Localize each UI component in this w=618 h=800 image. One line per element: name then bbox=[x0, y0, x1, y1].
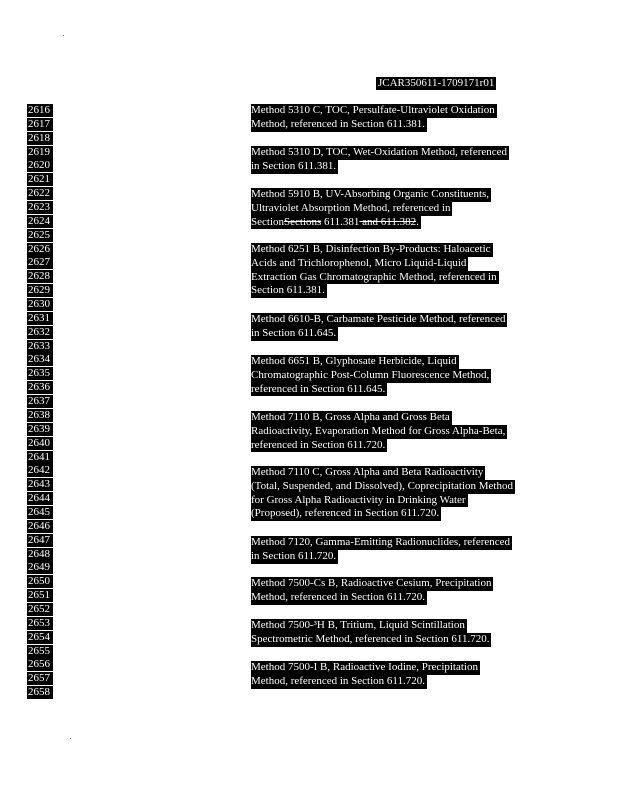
line-number: 2635 bbox=[27, 367, 53, 380]
method-entry-6610b bbox=[251, 313, 507, 341]
unchanged-text: 611.381 bbox=[321, 215, 360, 228]
line-number: 2634 bbox=[27, 353, 53, 366]
line-number: 2622 bbox=[27, 187, 53, 200]
line-number: 2624 bbox=[27, 215, 53, 228]
line-number: 2629 bbox=[27, 284, 53, 297]
line-number: 2638 bbox=[27, 409, 53, 422]
line-number: 2628 bbox=[27, 270, 53, 283]
line-number: 2640 bbox=[27, 437, 53, 450]
entry-line: Method, referenced in Section 611.381. bbox=[251, 117, 426, 130]
entry-line: Radioactivity, Evaporation Method for Gross Alpha-Beta, bbox=[251, 424, 506, 437]
method-entry-7500-3hb bbox=[251, 619, 491, 647]
line-number: 2618 bbox=[27, 132, 53, 145]
line-number: 2617 bbox=[27, 118, 53, 131]
line-number: 2637 bbox=[27, 395, 53, 408]
scan-speck bbox=[70, 738, 71, 739]
line-number: 2646 bbox=[27, 520, 53, 533]
line-number: 2643 bbox=[27, 478, 53, 491]
entry-line: Method 7500-³H B, Tritium, Liquid Scintillation bbox=[251, 619, 465, 631]
line-number: 2658 bbox=[27, 686, 53, 699]
entry-line: Method, referenced in Section 611.720. bbox=[251, 590, 426, 603]
line-number: 2655 bbox=[27, 645, 53, 658]
line-number: 2641 bbox=[27, 451, 53, 464]
method-entry-7120 bbox=[251, 536, 512, 564]
line-number: 2626 bbox=[27, 243, 53, 256]
entry-line: Spectrometric Method, referenced in Section 611.720. bbox=[251, 632, 490, 645]
line-number: 2653 bbox=[27, 617, 53, 630]
line-number: 2648 bbox=[27, 548, 53, 561]
entry-line: in Section 611.720. bbox=[251, 549, 337, 562]
entry-line: Method 7110 C, Gross Alpha and Beta Radioactivity bbox=[251, 466, 484, 478]
method-entry-7110c bbox=[251, 466, 515, 521]
method-entry-7110b bbox=[251, 411, 507, 452]
scan-speck bbox=[63, 35, 64, 36]
entry-line: Ultraviolet Absorption Method, referenced in bbox=[251, 201, 451, 214]
entry-line: Section 611.381. bbox=[251, 284, 325, 297]
line-number: 2630 bbox=[27, 298, 53, 311]
line-number: 2621 bbox=[27, 173, 53, 186]
line-number: 2632 bbox=[27, 326, 53, 339]
method-entry-7500csb bbox=[251, 577, 493, 605]
entry-line: Method 5310 D, TOC, Wet-Oxidation Method, referenced bbox=[251, 146, 508, 158]
line-number: 2651 bbox=[27, 589, 53, 602]
entry-line: Method 7500-Cs B, Radioactive Cesium, Precipitation bbox=[251, 577, 492, 589]
method-entry-6651b bbox=[251, 355, 491, 396]
line-number: 2650 bbox=[27, 575, 53, 588]
entry-line: referenced in Section 611.645. bbox=[251, 382, 386, 395]
entry-line: (Proposed), referenced in Section 611.720. bbox=[251, 507, 440, 520]
entry-line: Method 7500-I B, Radioactive Iodine, Precipitation bbox=[251, 661, 478, 673]
entry-line: Acids and Trichlorophenol, Micro Liquid-Liquid bbox=[251, 256, 467, 269]
entry-line: Method, referenced in Section 611.720. bbox=[251, 674, 426, 687]
line-number: 2631 bbox=[27, 312, 53, 325]
method-entry-5310c bbox=[251, 104, 497, 132]
line-number: 2633 bbox=[27, 340, 53, 353]
deleted-text: Sections bbox=[284, 215, 322, 228]
method-entry-5310d bbox=[251, 146, 509, 174]
entry-line: for Gross Alpha Radioactivity in Drinking Water bbox=[251, 493, 466, 506]
entry-line-amended bbox=[251, 216, 421, 230]
inserted-text: Section bbox=[251, 215, 284, 228]
line-number: 2645 bbox=[27, 506, 53, 519]
entry-line: (Total, Suspended, and Dissolved), Coprecipitation Method bbox=[251, 479, 513, 492]
line-number: 2654 bbox=[27, 631, 53, 644]
line-number: 2620 bbox=[27, 159, 53, 172]
line-number: 2649 bbox=[27, 561, 53, 574]
line-number: 2656 bbox=[27, 658, 53, 671]
line-number: 2647 bbox=[27, 534, 53, 547]
line-number: 2623 bbox=[27, 201, 53, 214]
entry-line: Method 6651 B, Glyphosate Herbicide, Liquid bbox=[251, 355, 457, 367]
document-id-header: JCAR350611-1709171r01 bbox=[378, 77, 495, 89]
entry-line: Method 6251 B, Disinfection By-Products: Haloacetic bbox=[251, 243, 491, 255]
line-number: 2625 bbox=[27, 229, 53, 242]
entry-line: Method 5910 B, UV-Absorbing Organic Constituents, bbox=[251, 188, 490, 200]
line-number: 2619 bbox=[27, 146, 53, 159]
line-number: 2652 bbox=[27, 603, 53, 616]
line-number: 2642 bbox=[27, 464, 53, 477]
entry-line: Method 7110 B, Gross Alpha and Gross Beta bbox=[251, 411, 450, 423]
entry-line: in Section 611.381. bbox=[251, 159, 337, 172]
line-number: 2636 bbox=[27, 381, 53, 394]
entry-line: Method 7120, Gamma-Emitting Radionuclides, referenced bbox=[251, 536, 511, 548]
entry-line: Method 5310 C, TOC, Persulfate-Ultraviolet Oxidation bbox=[251, 104, 495, 116]
entry-line: Chromatographic Post-Column Fluorescence Method, bbox=[251, 368, 490, 381]
entry-line: Method 6610-B, Carbamate Pesticide Method, referenced bbox=[251, 313, 506, 325]
line-number: 2644 bbox=[27, 492, 53, 505]
line-number: 2657 bbox=[27, 672, 53, 685]
method-entry-7500ib bbox=[251, 661, 480, 689]
entry-line: Extraction Gas Chromatographic Method, referenced in bbox=[251, 270, 497, 283]
line-number: 2616 bbox=[27, 104, 53, 117]
method-entry-5910b bbox=[251, 188, 491, 229]
entry-line: referenced in Section 611.720. bbox=[251, 438, 386, 451]
method-entry-6251b bbox=[251, 243, 499, 298]
deleted-text-2: and 611.382 bbox=[359, 215, 417, 228]
line-number: 2639 bbox=[27, 423, 53, 436]
period-text: . bbox=[416, 215, 419, 228]
entry-line: in Section 611.645. bbox=[251, 326, 337, 339]
line-number: 2627 bbox=[27, 256, 53, 269]
